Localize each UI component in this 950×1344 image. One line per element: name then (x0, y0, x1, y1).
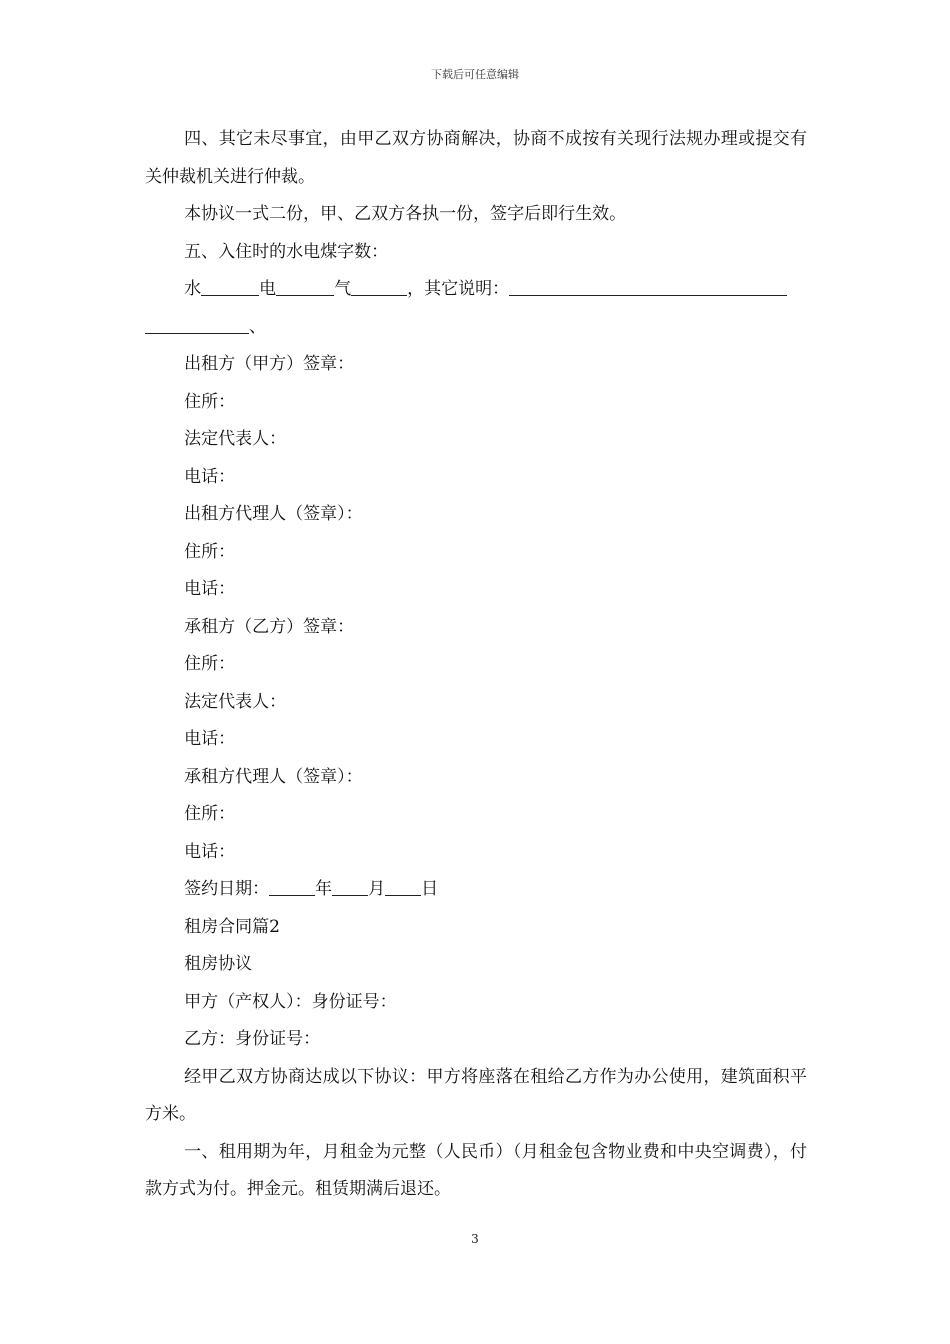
gas-blank (351, 277, 407, 296)
lessor-agent-address: 住所： (184, 541, 236, 562)
contract-2-title: 租房合同篇2 (184, 916, 280, 937)
lessee-agent-signature: 承租方代理人（签章）： (184, 766, 363, 787)
signing-date-line (145, 871, 807, 909)
page-header: 下载后可任意编辑 (431, 68, 519, 81)
lessor-agent-signature: 出租方代理人（签章）： (184, 504, 363, 524)
lessor-agent-phone: 电话： (184, 579, 236, 599)
other-notes-label: ，其它说明： (407, 279, 510, 299)
year-blank (269, 877, 315, 896)
electric-blank (276, 277, 334, 296)
other-notes-blank (509, 277, 787, 296)
party-a-line: 甲方（产权人）：身份证号： (184, 991, 397, 1012)
day-blank (385, 877, 421, 896)
electric-label: 电 (259, 279, 277, 299)
gas-label: 气 (334, 279, 352, 299)
clause-one: 一、租用期为年，月租金为元整（人民币）（月租金包含物业费和中央空调费），付款方式为付。押金元。租赁期满后退还。 (145, 1141, 807, 1199)
water-label: 水 (184, 279, 202, 299)
month-blank (332, 877, 368, 896)
lessee-legal-rep: 法定代表人： (184, 691, 287, 712)
lessee-phone: 电话： (184, 729, 236, 749)
year-label: 年 (315, 879, 333, 899)
lessee-signature: 承租方（乙方）签章： (184, 616, 355, 637)
signing-date-label: 签约日期： (184, 879, 270, 899)
lessor-address: 住所： (184, 391, 236, 412)
meter-readings-continuation: 、 (145, 309, 807, 347)
lessor-signature: 出租方（甲方）签章： (184, 354, 355, 374)
agreement-title: 租房协议 (184, 954, 253, 974)
meter-readings-line (145, 271, 807, 309)
party-b-line: 乙方：身份证号： (184, 1029, 321, 1049)
lessee-agent-address: 住所： (184, 804, 236, 824)
page-number: 3 (471, 1232, 479, 1246)
agreement-intro: 经甲乙双方协商达成以下协议：甲方将座落在租给乙方作为办公使用，建筑面积平方米。 (145, 1066, 807, 1124)
lessee-agent-phone: 电话： (184, 841, 236, 862)
clause-five: 五、入住时的水电煤字数： (184, 241, 389, 262)
day-label: 日 (421, 879, 439, 899)
document-body (145, 121, 807, 1209)
water-blank (201, 277, 259, 296)
lessee-address: 住所： (184, 654, 236, 674)
copies-clause: 本协议一式二份，甲、乙双方各执一份，签字后即行生效。 (184, 204, 627, 224)
month-label: 月 (368, 879, 386, 899)
lessor-phone: 电话： (184, 466, 236, 487)
other-notes-blank-continued (145, 315, 249, 334)
clause-four: 四、其它未尽事宜，由甲乙双方协商解决，协商不成按有关现行法规办理或提交有关仲裁机关进行仲裁。 (145, 129, 807, 187)
lessor-legal-rep: 法定代表人： (184, 429, 287, 449)
